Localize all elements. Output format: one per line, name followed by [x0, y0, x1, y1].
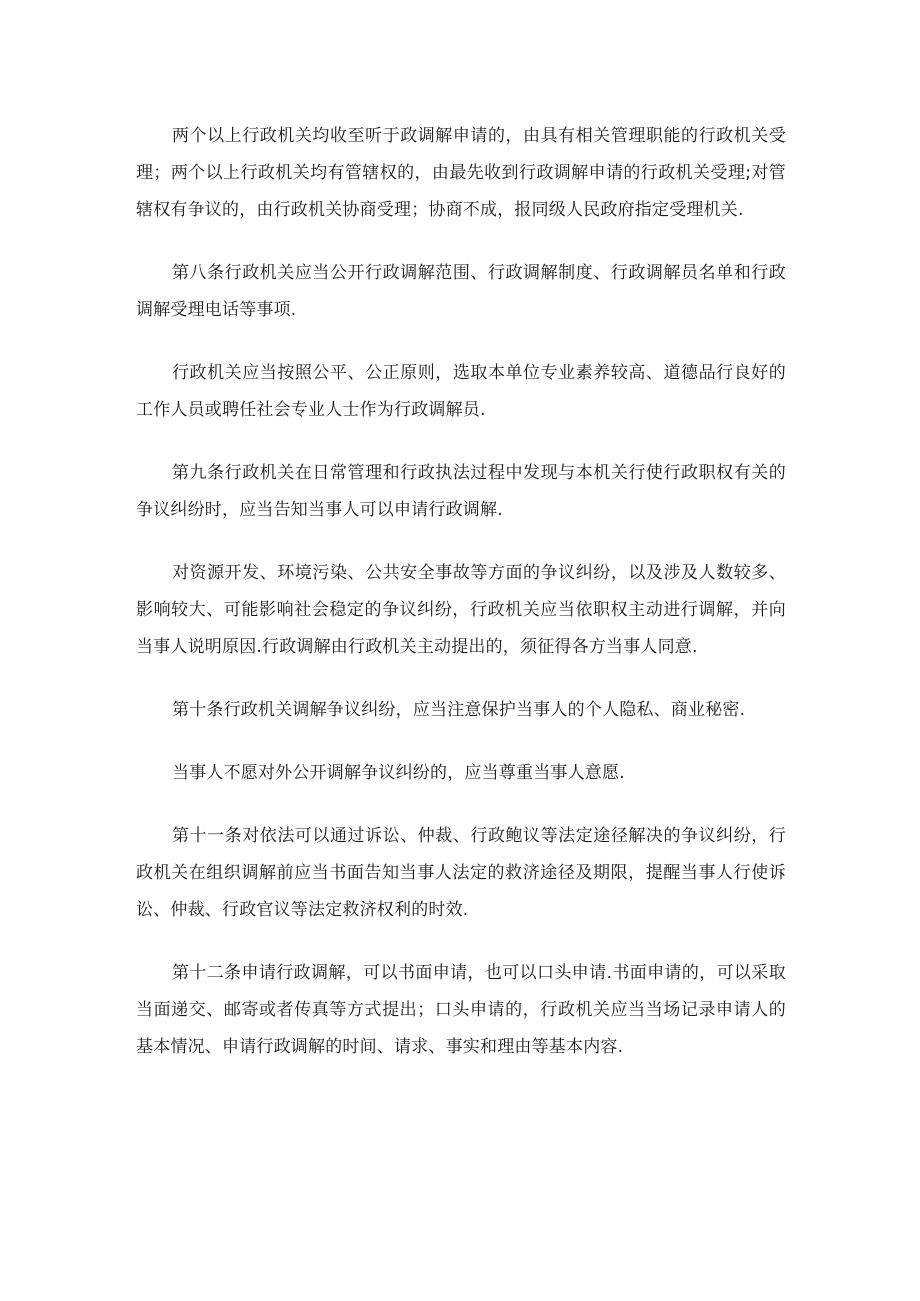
paragraph-5: 对资源开发、环境污染、公共安全事故等方面的争议纠纷，以及涉及人数较多、影响较大、可能影响社会稳定的争议纠纷，行政机关应当依职权主动进行调解，并向当事人说明原因.行政调解由行政机关主动提出的，须征得各方当事人同意.	[136, 563, 786, 657]
paragraph-4: 第九条行政机关在日常管理和行政执法过程中发现与本机关行使行政职权有关的争议纠纷时，应当告知当事人可以申请行政调解.	[136, 463, 786, 520]
paragraph-6: 第十条行政机关调解争议纠纷，应当注意保护当事人的个人隐私、商业秘密.	[172, 700, 746, 720]
paragraph-3: 行政机关应当按照公平、公正原则，选取本单位专业素养较高、道德品行良好的工作人员或聘任社会专业人士作为行政调解员.	[136, 363, 786, 420]
paragraph-7: 当事人不愿对外公开调解争议纠纷的，应当尊重当事人意愿.	[172, 763, 625, 783]
paragraph-8: 第十一条对依法可以通过诉讼、仲裁、行政鲍议等法定途径解决的争议纠纷，行政机关在组织调解前应当书面告知当事人法定的救济途径及期限，提醒当事人行使诉讼、仲裁、行政官议等法定救济权利的时效.	[136, 826, 786, 920]
paragraph-9: 第十二条申请行政调解，可以书面申请，也可以口头申请.书面申请的，可以采取当面递交、邮寄或者传真等方式提出；口头申请的，行政机关应当当场记录申请人的基本情况、申请行政调解的时间、请求、事实和理由等基本内容.	[136, 963, 786, 1057]
paragraph-1: 两个以上行政机关均收至听于政调解申请的，由具有相关管理职能的行政机关受理；两个以上行政机关均有管辖权的，由最先收到行政调解申请的行政机关受理;对管辖权有争议的，由行政机关协商受理；协商不成，报同级人民政府指定受理机关.	[136, 126, 786, 220]
document-body	[136, 118, 786, 1092]
paragraph-2: 第八条行政机关应当公开行政调解范围、行政调解制度、行政调解员名单和行政调解受理电话等事项.	[136, 263, 786, 320]
